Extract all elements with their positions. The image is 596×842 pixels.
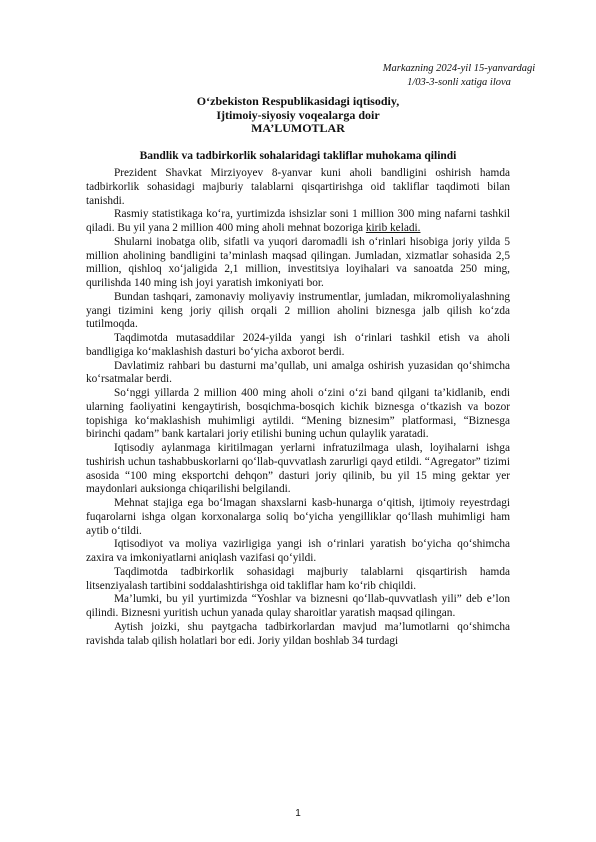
paragraph: Davlatimiz rahbari bu dasturni ma’qullab, uni amalga oshirish yuzasidan qo‘shimcha ko‘rsatmalar berdi. — [86, 359, 510, 386]
paragraph: Ma’lumki, bu yil yurtimizda “Yoshlar va biznesni qo‘llab-quvvatlash yili” deb e’lon qilindi. Biznesni yuritish uchun yanada qulay sharoitlar yaratish maqsad qilingan. — [86, 593, 510, 619]
heading-line-3: MA’LUMOTLAR — [251, 121, 345, 135]
paragraph: Mehnat stajiga ega bo‘lmagan shaxslarni kasb-hunarga o‘qitish, ijtimoiy reyestrdagi fuqarolarni ishga olgan korxonalarga soliq bo‘yicha yengilliklar qo‘llash muhimligi ham aytib o‘tildi. — [86, 497, 510, 537]
body-text — [86, 167, 510, 648]
paragraph — [86, 208, 510, 236]
document-heading — [0, 95, 596, 136]
paragraph: Iqtisodiy aylanmaga kiritilmagan yerlarni infratuzilmaga ulash, loyihalarni ishga tushirish uchun tashabbuskorlarni qo‘llab-quvvatlash zarurligi qayd etildi. “Agregator” tizimi asosida “100 ming eksportchi dehqon” dasturi joriy qilinib, bu yil 15 ming gektar yer maydonlari auksionga chiqarilishi belgilandi. — [86, 442, 510, 496]
annex-line-2: 1/03-3-sonli xatiga ilova — [407, 76, 511, 88]
page-number: 1 — [295, 808, 301, 819]
paragraph-text: Rasmiy statistikaga ko‘ra, yurtimizda ishsizlar soni 1 million 300 ming nafarni tashkil qiladi. Bu yil yana 2 million 400 ming aholi mehnat bozoriga — [86, 208, 510, 234]
annex-note — [360, 62, 558, 89]
paragraph: Iqtisodiyot va moliya vazirligiga yangi ish o‘rinlari yaratish bo‘yicha qo‘shimcha zaxira va imkoniyatlarni aniqlash vazifasi qo‘yildi. — [86, 538, 510, 564]
annex-line-1: Markazning 2024-yil 15-yanvardagi — [382, 63, 536, 74]
paragraph: Taqdimotda tadbirkorlik sohasidagi majburiy talablarni qisqartirish hamda litsenziyalash tartibini soddalashtirishga oid takliflar ham ko‘rib chiqildi. — [86, 565, 510, 592]
heading-line-1: O‘zbekiston Respublikasidagi iqtisodiy, — [196, 94, 400, 108]
heading-line-2: Ijtimoiy-siyosiy voqealarga doir — [216, 107, 380, 122]
paragraph: Prezident Shavkat Mirziyoyev 8-yanvar kuni aholi bandligini oshirish hamda tadbirkorlik sohasidagi majburiy talablarni qisqartirishga oid takliflar taqdimoti bilan tanishdi. — [86, 167, 510, 207]
paragraph: So‘nggi yillarda 2 million 400 ming aholi o‘zini o‘zi band qilgani ta’kidlanib, endi ularning faoliyatini kengaytirish, bosqichma-bosqich kichik biznesga o‘tkazish va bozor topishiga ko‘maklashish muhimligi aytildi. “Mening biznesim” platformasi, “Biznesga birinchi qadam” bank kartalari joriy etilishi buning uchun qulaylik yaratadi. — [86, 387, 510, 441]
paragraph: Bundan tashqari, zamonaviy moliyaviy instrumentlar, jumladan, mikromoliyalashning yangi tizimini keng joriy qilish orqali 2 million aholini biznesga jalb qilish ko‘zda tutilmoqda. — [86, 290, 510, 331]
paragraph: Aytish joizki, shu paytgacha tadbirkorlardan mavjud ma’lumotlarni qo‘shimcha ravishda talab qilish holatlari bor edi. Joriy yildan boshlab 34 turdagi — [86, 620, 510, 647]
paragraph: Shularni inobatga olib, sifatli va yuqori daromadli ish o‘rinlari hisobiga joriy yilda 5 million aholining bandligini ta’minlash maqsad qilingan. Jumladan, xizmatlar sohasida 2,5 million, qishloq xo‘jaligida 2,1 million, investitsiya loyihalari va sanoatda 250 ming, qurilishda 140 ming ish joyi yaratish imkoniyati bor. — [86, 235, 510, 289]
underlined-phrase: kirib keladi. — [365, 222, 421, 234]
section-title: Bandlik va tadbirkorlik sohalaridagi takliflar muhokama qilindi — [139, 150, 457, 162]
paragraph: Taqdimotda mutasaddilar 2024-yilda yangi ish o‘rinlari tashkil etish va aholi bandligiga ko‘maklashish dasturi bo‘yicha axborot berdi. — [86, 332, 510, 358]
